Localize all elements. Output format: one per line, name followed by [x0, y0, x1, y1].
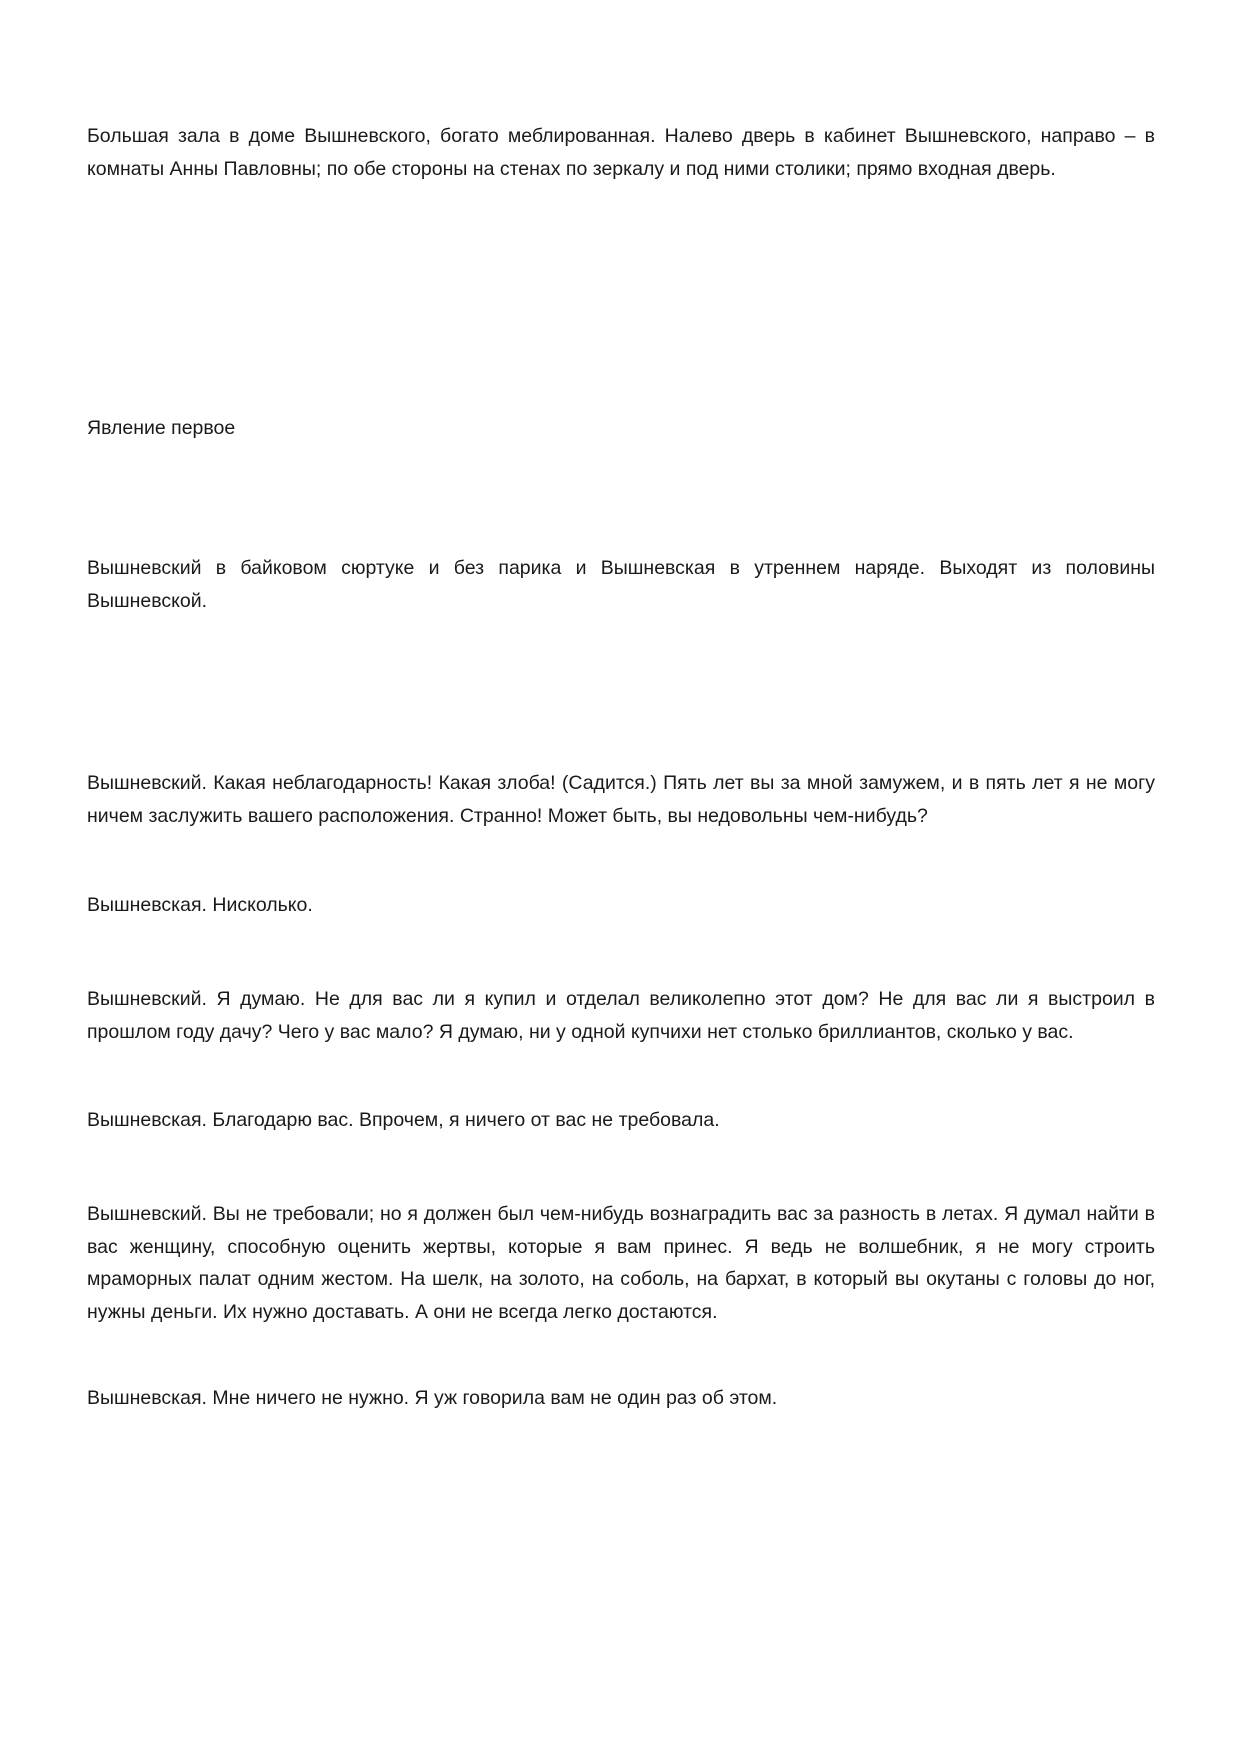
dialogue-line: Вышневская. Благодарю вас. Впрочем, я ничего от вас не требовала. — [87, 1109, 720, 1131]
dialogue-line: Вышневская. Мне ничего не нужно. Я уж говорила вам не один раз об этом. — [87, 1387, 778, 1409]
dialogue-line: Вышневская. Нисколько. — [87, 894, 313, 916]
stage-direction: Большая зала в доме Вышневского, богато меблированная. Налево дверь в кабинет Вышневского, направо – в комнаты Анны Павловны; по обе стороны на стенах по зеркалу и под ними столики; прямо входная дверь. — [87, 125, 1155, 180]
dialogue-line: Вышневский. Какая неблагодарность! Какая злоба! (Садится.) Пять лет вы за мной замужем, и в пять лет я не могу ничем заслужить вашего расположения. Странно! Может быть, вы недовольны чем-нибудь? — [87, 772, 1155, 827]
scene-title: Явление первое — [87, 417, 236, 439]
dialogue-line: Вышневский. Я думаю. Не для вас ли я купил и отделал великолепно этот дом? Не для вас ли я выстроил в прошлом году дачу? Чего у вас мало? Я думаю, ни у одной купчихи нет столько бриллиантов, сколько у вас. — [87, 988, 1155, 1043]
characters-intro: Вышневский в байковом сюртуке и без парика и Вышневская в утреннем наряде. Выходят из половины Вышневской. — [87, 557, 1155, 612]
dialogue-line: Вышневский. Вы не требовали; но я должен был чем-нибудь вознаградить вас за разность в летах. Я думал найти в вас женщину, способную оценить жертвы, которые я вам принес. Я ведь не волшебник, я не могу строить мраморных палат одним жестом. На шелк, на золото, на соболь, на бархат, в который вы окутаны с головы до ног, нужны деньги. Их нужно доставать. А они не всегда легко достаются. — [87, 1203, 1155, 1323]
